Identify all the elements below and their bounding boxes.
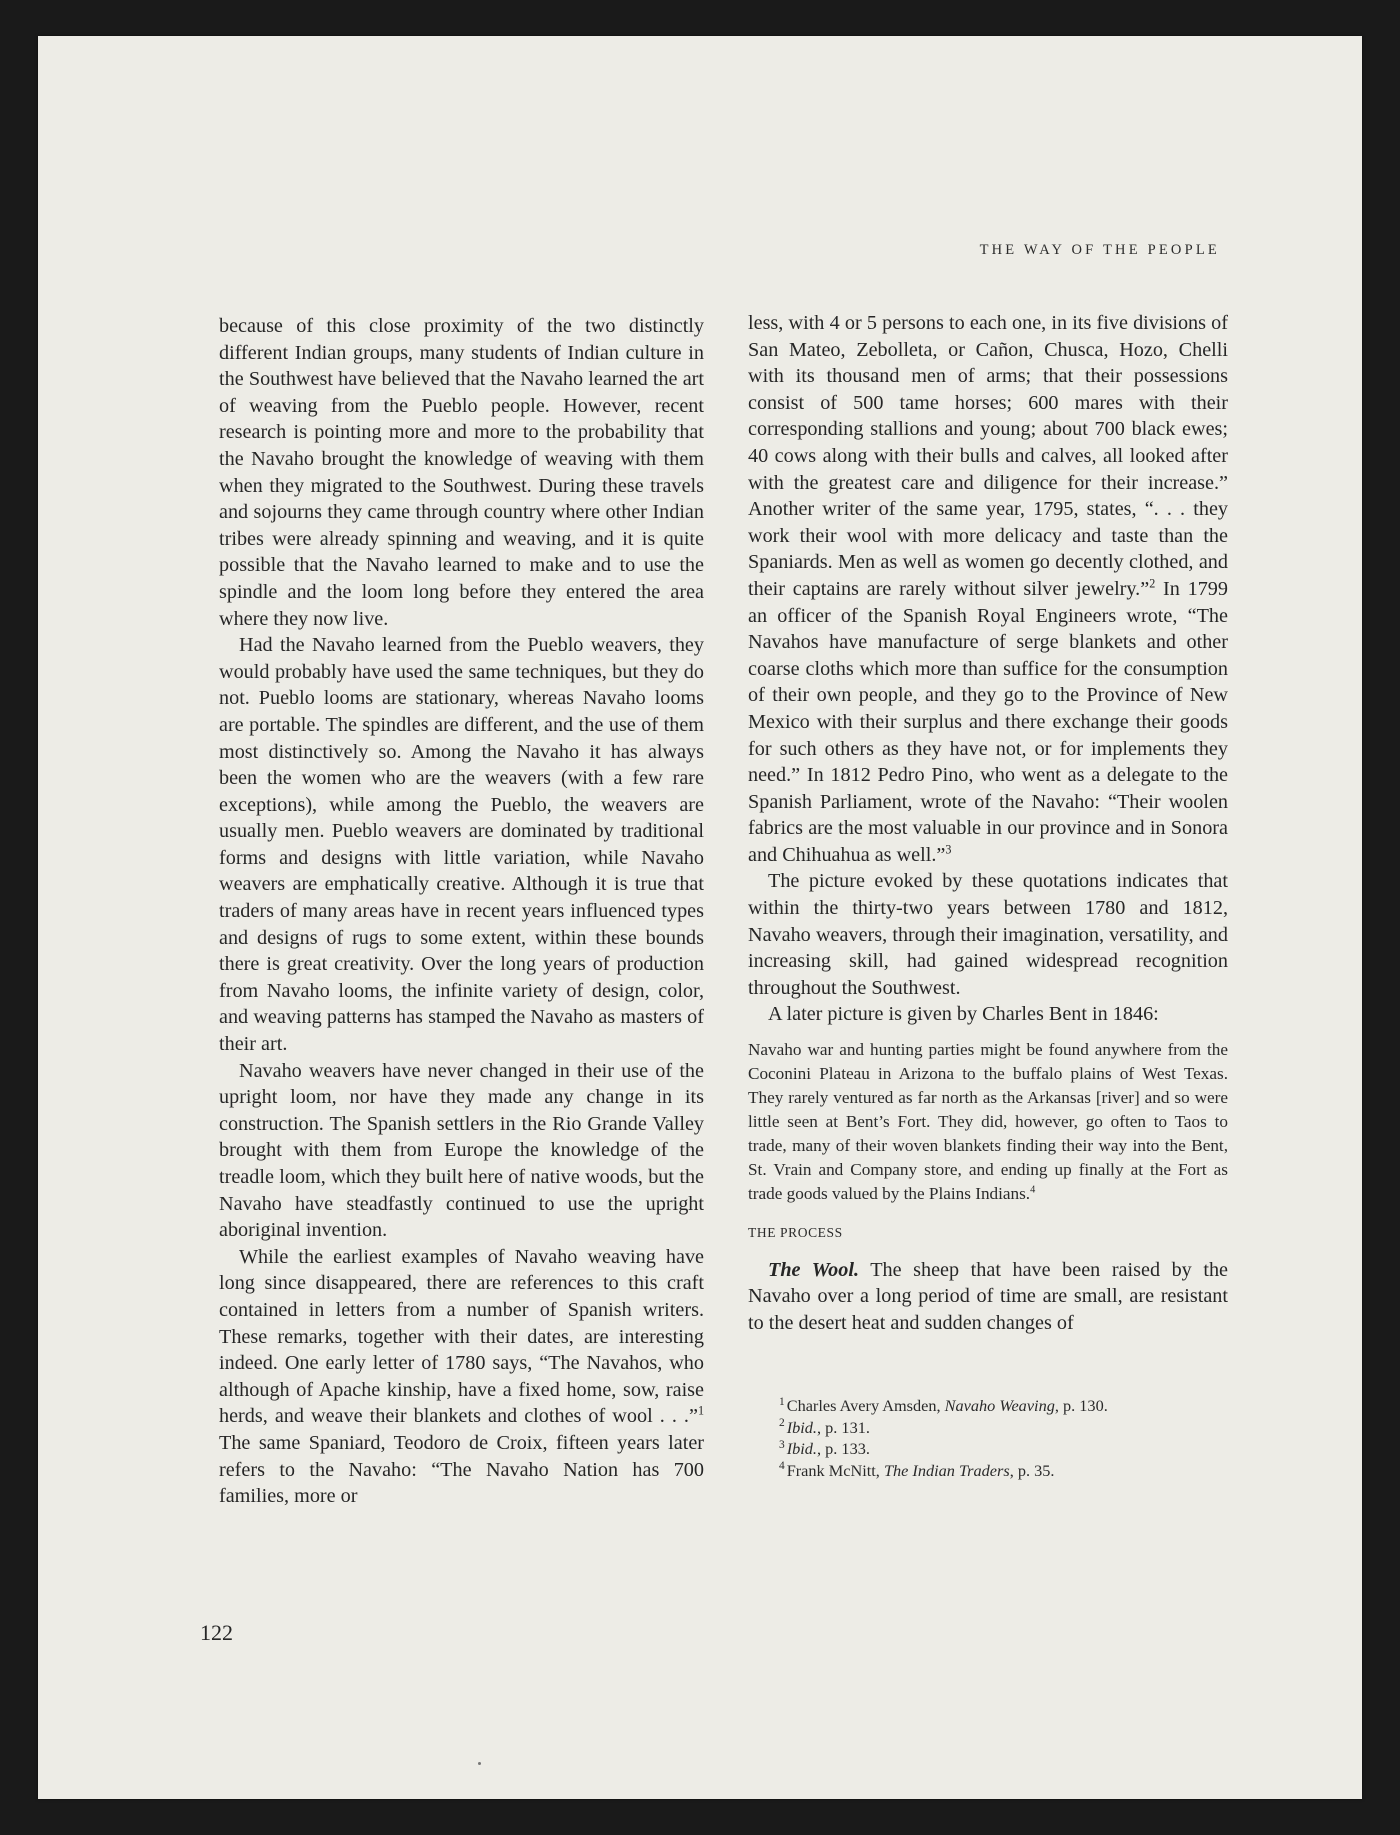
paragraph-text: less, with 4 or 5 persons to each one, in its five divisions of San Mateo, Zebolleta, or Cañon, Chusca, Hozo, Chelli with its thousand men of arms; that their possessions consist of 500 tame horses; 600 mares with their corresponding stallions and young; about 700 black ewes; 40 cows along with their bulls and calves, all looked after with the greatest care and diligence for their increase.” Another writer of the same year, 1795, states, “. . . they work their wool with more delicacy and taste than the Spaniards. Men as well as women go decently clothed, and their captains are rarely without silver jewelry.” — [748, 312, 1228, 600]
paragraph-text: While the earliest examples of Navaho weaving have long since disappeared, there are references to this craft contained in letters from a number of Spanish writers. These remarks, together with their dates, are interesting indeed. One early letter of 1780 says, “The Navahos, who although of Apache kinship, have a fixed home, sow, raise herds, and weave their blankets and clothes of wool . . .” — [219, 1245, 704, 1428]
footnote-ref: 4 — [1030, 1184, 1036, 1196]
paragraph: because of this close proximity of the two distinctly different Indian groups, many students of Indian culture in the Southwest have believed that the Navaho learned the art of weaving from the Pueblo people. However, recent research is pointing more and more to the probability that the Navaho brought the knowledge of weaving with them when they migrated to the Southwest. During these travels and sojourns they came through country where other Indian tribes were already spinning and weaving, and it is quite possible that the Navaho learned to make and to use the spindle and the loom long before they entered the area where they now live. — [219, 315, 704, 630]
footnote-ref: 3 — [945, 842, 952, 857]
footnote-title: Ibid. — [786, 1439, 817, 1458]
footnote-ref: 2 — [1149, 576, 1156, 591]
footnote-number: 1 — [779, 1395, 785, 1408]
footnote-number: 2 — [779, 1417, 785, 1430]
footnote-number: 4 — [779, 1460, 785, 1473]
left-column — [219, 313, 704, 1510]
paragraph: A later picture is given by Charles Bent in 1846: — [768, 1003, 1159, 1026]
paragraph: The picture evoked by these quotations indicates that within the thirty-two years between 1780 and 1812, Navaho weavers, through their imagination, versatility, and increasing skill, had gained widespread recognition throughout the Southwest. — [748, 870, 1228, 999]
paragraph: Navaho weavers have never changed in their use of the upright loom, nor have they made any change in its construction. The Spanish settlers in the Rio Grande Valley brought with them from Europe the knowledge of the treadle loom, which they built here of native woods, but the Navaho have steadfastly continued to use the upright aboriginal invention. — [219, 1059, 704, 1242]
footnote-text: , p. 130. — [1054, 1396, 1108, 1415]
footnote-title: Ibid. — [786, 1417, 817, 1437]
running-head: THE WAY OF THE PEOPLE — [979, 242, 1220, 258]
footnote-ref: 1 — [697, 1403, 704, 1418]
quote-text: Navaho war and hunting parties might be found anywhere from the Coconini Plateau in Arizona to the buffalo plains of West Texas. They rarely ventured as far north as the Arkansas [river] and so were little seen at Bent’s Fort. They did, however, go often to Taos to trade, many of their woven blankets finding their way into the Bent, St. Vrain and Company store, and ending up finally at the Fort as trade goods valued by the Plains Indians. — [748, 1040, 1228, 1204]
footnote-text: Frank McNitt, — [786, 1460, 884, 1480]
footnote-text: , p. 131. — [817, 1417, 870, 1437]
paragraph-text: The same Spaniard, Teodoro de Croix, fifteen years later refers to the Navaho: “The Navaho Nation has 700 families, more or — [219, 1431, 704, 1508]
page-speck — [478, 1762, 481, 1765]
paragraph — [748, 1257, 1228, 1337]
footnote — [779, 1460, 1229, 1482]
paragraph-text: In 1799 an officer of the Spanish Royal Engineers wrote, “The Navahos have manufacture of serge blankets and other coarse cloths which more than suffice for the consumption of their own people, and they go to the Province of New Mexico with their surplus and there exchange their goods for such others as they have not, or for implements they need.” In 1812 Pedro Pino, who went as a delegate to the Spanish Parliament, wrote of the Navaho: “Their woolen fabrics are the most valuable in our province and in Sonora and Chihuahua as well.” — [748, 577, 1228, 866]
run-in-heading: The Wool. — [768, 1258, 860, 1281]
footnote — [779, 1395, 1229, 1417]
footnote-title: The Indian Traders — [883, 1460, 1010, 1480]
paragraph-text: The sheep that have been raised by the Navaho over a long period of time are small, are resistant to the desert heat and sudden changes of — [748, 1258, 1228, 1334]
footnote-text: , p. 133. — [817, 1439, 870, 1458]
block-quote — [748, 1038, 1228, 1206]
right-column — [748, 310, 1228, 1336]
paragraph: Had the Navaho learned from the Pueblo weavers, they would probably have used the same techniques, but they do not. Pueblo looms are stationary, whereas Navaho looms are portable. The spindles are different, and the use of them most distinctively so. Among the Navaho it has always been the women who are the weavers (with a few rare exceptions), while among the Pueblo, the weavers are usually men. Pueblo weavers are dominated by traditional forms and designs with little variation, while Navaho weavers are emphatically creative. Although it is true that traders of many areas have in recent years influenced types and designs of rugs to some extent, within these bounds there is great creativity. Over the long years of production from Navaho looms, the infinite variety of design, color, and weaving patterns has stamped the Navaho as masters of their art. — [219, 634, 704, 1056]
footnote-text: Charles Avery Amsden, — [786, 1396, 945, 1415]
footnotes — [779, 1395, 1229, 1481]
footnote-text: , p. 35. — [1009, 1460, 1055, 1480]
page-number: 122 — [200, 1620, 233, 1645]
paragraph — [219, 1244, 704, 1510]
footnote-title: Navaho Weaving — [944, 1396, 1055, 1415]
paragraph — [748, 310, 1228, 868]
footnote-number: 3 — [779, 1438, 785, 1451]
footnote — [779, 1438, 1229, 1460]
section-heading: THE PROCESS — [748, 1225, 843, 1241]
footnote — [779, 1417, 1229, 1439]
